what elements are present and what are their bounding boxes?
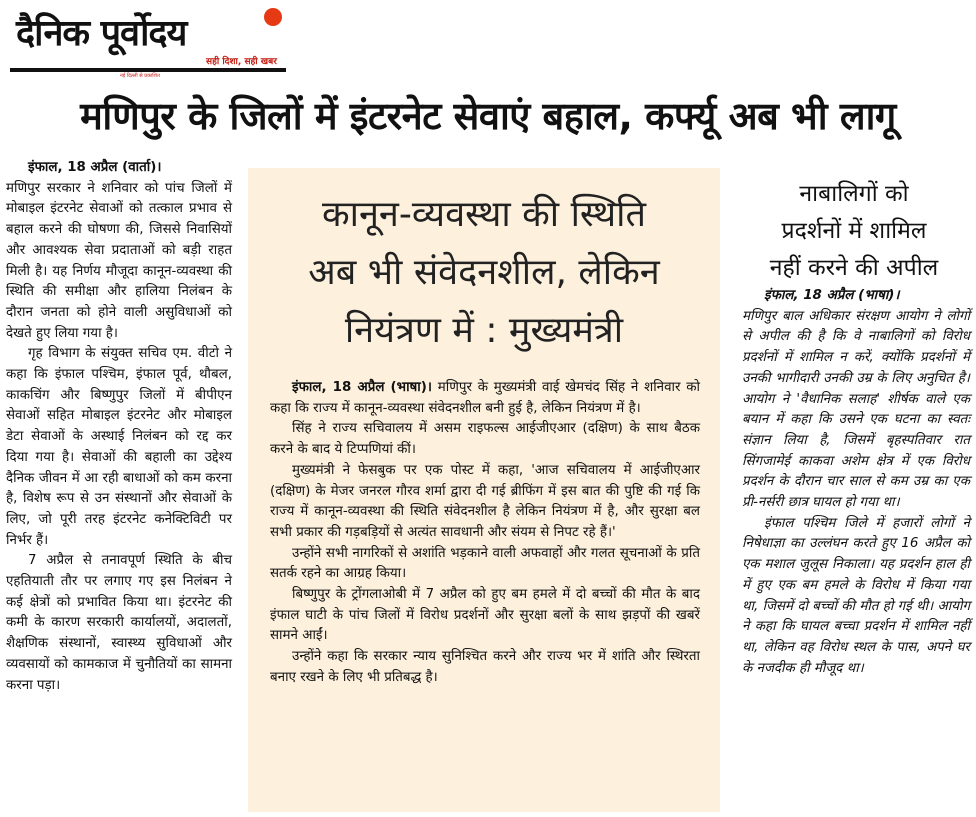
right-article-title: [742, 176, 966, 287]
masthead-rule: [10, 68, 286, 72]
right-title-line: नाबालिगों को: [799, 181, 909, 207]
center-article-paragraph: उन्होंने कहा कि सरकार न्याय सुनिश्चित करने और राज्य भर में शांति और स्थिरता बनाए रखने के लिए भी प्रतिबद्ध है।: [270, 649, 700, 685]
left-article-paragraph: मणिपुर सरकार ने शनिवार को पांच जिलों में मोबाइल इंटरनेट सेवाओं को तत्काल प्रभाव से बहाल करने की घोषणा की, जिससे निवासियों और आवश्यक सेवा प्रदाताओं को बड़ी राहत मिली है। यह निर्णय मौजूदा कानून-व्यवस्था की स्थिति की समीक्षा और हालिया निलंबन के दौरान जनता को होने वाली असुविधाओं को देखते हुए लिया गया है।: [6, 180, 232, 341]
center-title-line: अब भी संवेदनशील, लेकिन: [308, 252, 660, 293]
left-article-paragraph: 7 अप्रैल से तनावपूर्ण स्थिति के बीच एहतियाती तौर पर लगाए गए इस निलंबन ने कई क्षेत्रों को प्रभावित किया था। इंटरनेट की कमी के कारण सरकारी कार्यालयों, अदालतों, शैक्षणिक संस्थानों, स्वास्थ्य सुविधाओं और व्यवसायों को कामकाज में चुनौतियों का सामना करना पड़ा।: [6, 553, 232, 693]
center-article-dateline: इंफाल, 18 अप्रैल (भाषा)।: [292, 380, 432, 395]
masthead: [10, 4, 286, 79]
center-article-paragraph: सिंह ने राज्य सचिवालय में असम राइफल्स आईजीएआर (दक्षिण) के साथ बैठक करने के बाद ये टिप्पणियां कीं।: [270, 421, 700, 458]
masthead-tagline: सही दिशा, सही खबर: [206, 57, 277, 67]
center-article-paragraph: इंफाल, 18 अप्रैल (भाषा)। मणिपुर के मुख्यमंत्री वाई खेमचंद सिंह ने शनिवार को कहा कि राज्य में कानून-व्यवस्था संवेदनशील बनी हुई है, लेकिन नियंत्रण में है।: [270, 380, 700, 416]
right-article-paragraph: मणिपुर बाल अधिकार संरक्षण आयोग ने लोगों से अपील की है कि वे नाबालिगों को विरोध प्रदर्शनों में शामिल न करें, क्योंकि प्रदर्शनों में उनकी भागीदारी उनकी उम्र के लिए अनुचित है। आयोग ने 'वैधानिक सलाह' शीर्षक वाले एक बयान में कहा कि उसने एक घटना का स्वतः संज्ञान लिया है, जिसमें बृहस्पतिवार रात सिंगजामेई काकवा अशेम क्षेत्र में एक विरोध प्रदर्शन के दौरान चार साल से कम उम्र का एक प्री-नर्सरी छात्र घायल हो गया था।: [742, 308, 970, 511]
main-headline: मणिपुर के जिलों में इंटरनेट सेवाएं बहाल, कर्फ्यू अब भी लागू: [80, 94, 896, 138]
right-article-dateline: इंफाल, 18 अप्रैल (भाषा)।: [764, 288, 900, 303]
right-article-body: [742, 286, 970, 679]
right-article-paragraph: इंफाल पश्चिम जिले में हजारों लोगों ने निषेधाज्ञा का उल्लंघन करते हुए 16 अप्रैल को एक मशाल जुलूस निकाला। यह प्रदर्शन हाल ही में हुए एक बम हमले के विरोध में किया गया था, जिसमें दो बच्चों की मौत हो गई थी। आयोग ने कहा कि घायल बच्चा प्रदर्शन में शामिल नहीं था, लेकिन वह विरोध स्थल के पास, अपने घर के नजदीक ही मौजूद था।: [742, 515, 970, 676]
logo-dot-icon: [264, 8, 282, 26]
left-article-dateline: इंफाल, 18 अप्रैल (वार्ता)।: [28, 160, 162, 175]
masthead-small-print: नई दिल्ली से प्रकाशित: [120, 73, 160, 79]
center-title-line: नियंत्रण में : मुख्यमंत्री: [344, 310, 624, 351]
left-article: [6, 158, 232, 696]
center-article-body: [270, 378, 700, 689]
center-article-paragraph: बिष्णुपुर के ट्रोंगलाओबी में 7 अप्रैल को हुए बम हमले में दो बच्चों की मौत के बाद इंफाल घाटी के पांच जिलों में विरोध प्रदर्शनों और सुरक्षा बलों के साथ झड़पों की खबरें सामने आईं।: [270, 587, 700, 644]
center-article-paragraph: मुख्यमंत्री ने फेसबुक पर एक पोस्ट में कहा, 'आज सचिवालय में आईजीएआर (दक्षिण) के मेजर जनरल गौरव शर्मा द्वारा दी गई ब्रीफिंग में इस बात की पुष्टि की गई कि राज्य में कानून-व्यवस्था की स्थिति संवेदनशील है लेकिन नियंत्रण में है, और सुरक्षा बल सभी प्रकार की गड़बड़ियों से अत्यंत सावधानी और संयम से निपट रहे हैं।': [270, 462, 700, 540]
newspaper-logo: दैनिक पूर्वोदय: [16, 13, 187, 54]
center-title-line: कानून-व्यवस्था की स्थिति: [321, 194, 647, 235]
center-article-paragraph: उन्होंने सभी नागरिकों से अशांति भड़काने वाली अफवाहों और गलत सूचनाओं के प्रति सतर्क रहने का आग्रह किया।: [270, 545, 700, 582]
right-title-line: नहीं करने की अपील: [769, 255, 939, 281]
right-title-line: प्रदर्शनों में शामिल: [781, 218, 927, 244]
left-article-paragraph: गृह विभाग के संयुक्त सचिव एम. वीटो ने कहा कि इंफाल पश्चिम, इंफाल पूर्व, थौबल, काकचिंग और बिष्णुपुर जिलों में बीपीएन सेवाओं सहित मोबाइल इंटरनेट और मोबाइल डेटा सेवाओं के अस्थाई निलंबन को रद्द कर दिया गया है। सेवाओं की बहाली का उद्देश्य दैनिक जीवन में आ रही बाधाओं को कम करना है, विशेष रूप से उन संस्थानों और सेवाओं के लिए, जो पूरी तरह इंटरनेट कनेक्टिविटी पर निर्भर हैं।: [6, 346, 232, 548]
center-article-title: [248, 186, 720, 360]
